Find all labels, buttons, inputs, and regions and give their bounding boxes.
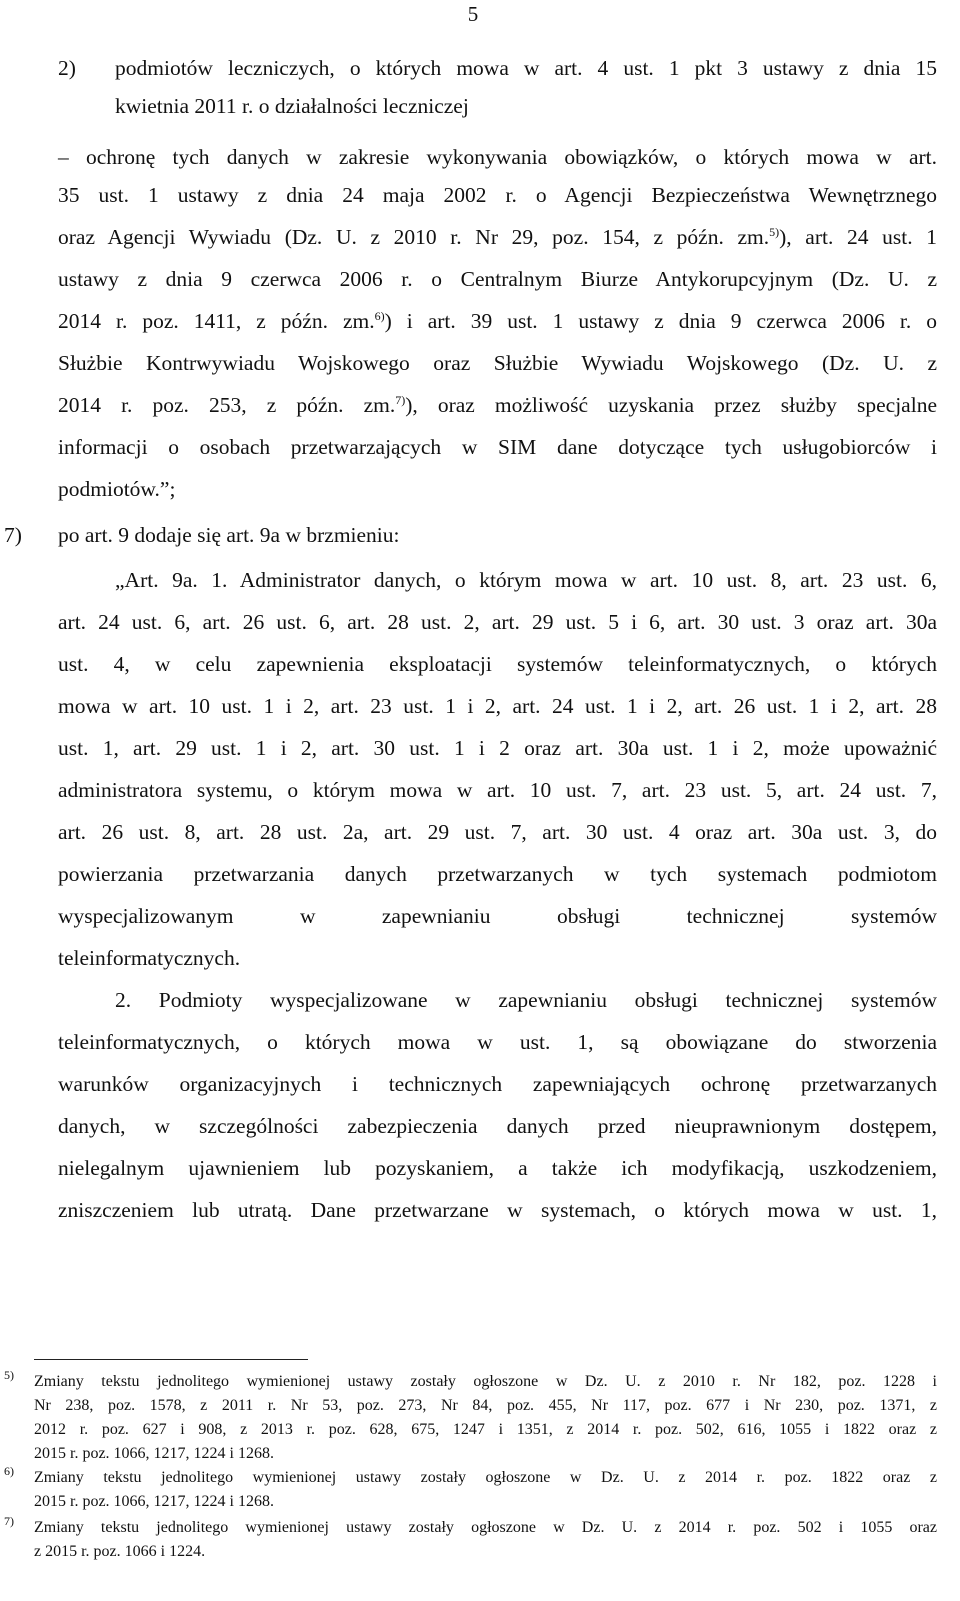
dash-line-7-text-a: 2014 r. poz. 253, z późn. zm.: [58, 393, 396, 417]
item-7-intro: po art. 9 dodaje się art. 9a w brzmieniu:: [58, 523, 400, 547]
art9a-ust2-line-5: nielegalnym ujawnieniem lub pozyskaniem, a także ich modyfikacją, uszkodzeniem,: [58, 1156, 937, 1180]
art9a-ust1-line-1: „Art. 9a. 1. Administrator danych, o którym mowa w art. 10 ust. 8, art. 23 ust. 6,: [115, 568, 937, 592]
footnote-separator: [34, 1359, 308, 1360]
dash-line-7-text-b: ), oraz możliwość uzyskania przez służby specjalne: [405, 393, 937, 417]
item-2-number: 2): [58, 56, 76, 80]
dash-line-2: 35 ust. 1 ustawy z dnia 24 maja 2002 r. o Agencji Bezpieczeństwa Wewnętrznego: [58, 183, 937, 207]
dash-line-3-text-b: ), art. 24 ust. 1: [779, 225, 937, 249]
art9a-ust1-line-5: ust. 1, art. 29 ust. 1 i 2, art. 30 ust. 1 i 2 oraz art. 30a ust. 1 i 2, może upoważnić: [58, 736, 937, 760]
footnote-5-line-3: 2012 r. poz. 627 i 908, z 2013 r. poz. 628, 675, 1247 i 1351, z 2014 r. poz. 502, 616, 1055 i 1822 oraz z: [34, 1421, 937, 1438]
footnote-5-line-1: Zmiany tekstu jednolitego wymienionej ustawy zostały ogłoszone w Dz. U. z 2010 r. Nr 182, poz. 1228 i: [34, 1373, 937, 1390]
dash-line-5-text-b: ) i art. 39 ust. 1 ustawy z dnia 9 czerwca 2006 r. o: [384, 309, 937, 333]
art9a-ust1-line-4: mowa w art. 10 ust. 1 i 2, art. 23 ust. 1 i 2, art. 24 ust. 1 i 2, art. 26 ust. 1 i 2, art. 28: [58, 694, 937, 718]
dash-line-5: [58, 306, 937, 336]
footnote-6-line-2: 2015 r. poz. 1066, 1217, 1224 i 1268.: [34, 1493, 274, 1510]
item-7-number: 7): [4, 523, 22, 547]
art9a-ust2-line-3: warunków organizacyjnych i technicznych zapewniających ochronę przetwarzanych: [58, 1072, 937, 1096]
footnote-7-mark: 7): [4, 1514, 14, 1528]
footnote-6-mark: 6): [4, 1464, 14, 1478]
footnote-7-line-1: Zmiany tekstu jednolitego wymienionej ustawy zostały ogłoszone w Dz. U. z 2014 r. poz. 502 i 1055 oraz: [34, 1519, 937, 1536]
footnote-5-line-4: 2015 r. poz. 1066, 1217, 1224 i 1268.: [34, 1445, 274, 1462]
art9a-ust2-line-4: danych, w szczególności zabezpieczenia danych przed nieuprawnionym dostępem,: [58, 1114, 937, 1138]
dash-line-8: informacji o osobach przetwarzających w SIM dane dotyczące tych usługobiorców i: [58, 435, 937, 459]
dash-line-1: – ochronę tych danych w zakresie wykonywania obowiązków, o których mowa w art.: [58, 145, 937, 169]
dash-line-5-text-a: 2014 r. poz. 1411, z późn. zm.: [58, 309, 375, 333]
item-2-line-1: podmiotów leczniczych, o których mowa w art. 4 ust. 1 pkt 3 ustawy z dnia 15: [115, 56, 937, 80]
dash-line-7: [58, 390, 937, 420]
page-number: 5: [467, 2, 479, 26]
footnote-ref-5: 5): [769, 224, 780, 239]
art9a-ust1-line-8: powierzania przetwarzania danych przetwarzanych w tych systemach podmiotom: [58, 862, 937, 886]
art9a-ust1-line-3: ust. 4, w celu zapewnienia eksploatacji systemów teleinformatycznych, o których: [58, 652, 937, 676]
art9a-ust2-line-2: teleinformatycznych, o których mowa w ust. 1, są obowiązane do stworzenia: [58, 1030, 937, 1054]
art9a-ust1-line-9: wyspecjalizowanym w zapewnianiu obsługi technicznej systemów: [58, 904, 937, 928]
footnote-6-line-1: Zmiany tekstu jednolitego wymienionej ustawy zostały ogłoszone w Dz. U. z 2014 r. poz. 1822 oraz z: [34, 1469, 937, 1486]
footnote-7-line-2: z 2015 r. poz. 1066 i 1224.: [34, 1543, 206, 1560]
footnote-5-line-2: Nr 238, poz. 1578, z 2011 r. Nr 53, poz. 273, Nr 84, poz. 455, Nr 117, poz. 677 i Nr 230, poz. 1371, z: [34, 1397, 937, 1414]
footnote-5-mark: 5): [4, 1368, 14, 1382]
art9a-ust1-line-6: administratora systemu, o którym mowa w art. 10 ust. 7, art. 23 ust. 5, art. 24 ust. 7,: [58, 778, 937, 802]
dash-line-6: Służbie Kontrwywiadu Wojskowego oraz Służbie Wywiadu Wojskowego (Dz. U. z: [58, 351, 937, 375]
footnote-ref-6: 6): [374, 308, 385, 323]
dash-line-3-text-a: oraz Agencji Wywiadu (Dz. U. z 2010 r. Nr 29, poz. 154, z późn. zm.: [58, 225, 770, 249]
art9a-ust1-line-2: art. 24 ust. 6, art. 26 ust. 6, art. 28 ust. 2, art. 29 ust. 5 i 6, art. 30 ust. 3 oraz art. 30a: [58, 610, 937, 634]
art9a-ust1-line-7: art. 26 ust. 8, art. 28 ust. 2a, art. 29 ust. 7, art. 30 ust. 4 oraz art. 30a ust. 3, do: [58, 820, 937, 844]
art9a-ust2-line-1: 2. Podmioty wyspecjalizowane w zapewnianiu obsługi technicznej systemów: [115, 988, 937, 1012]
art9a-ust1-line-10: teleinformatycznych.: [58, 946, 241, 970]
art9a-ust2-line-6: zniszczeniem lub utratą. Dane przetwarzane w systemach, o których mowa w ust. 1,: [58, 1198, 937, 1222]
dash-line-9: podmiotów.”;: [58, 477, 176, 501]
footnote-ref-7: 7): [395, 392, 406, 407]
dash-line-4: ustawy z dnia 9 czerwca 2006 r. o Centralnym Biurze Antykorupcyjnym (Dz. U. z: [58, 267, 937, 291]
item-2-line-2: kwietnia 2011 r. o działalności leczniczej: [115, 94, 469, 118]
dash-line-3: [58, 222, 937, 252]
